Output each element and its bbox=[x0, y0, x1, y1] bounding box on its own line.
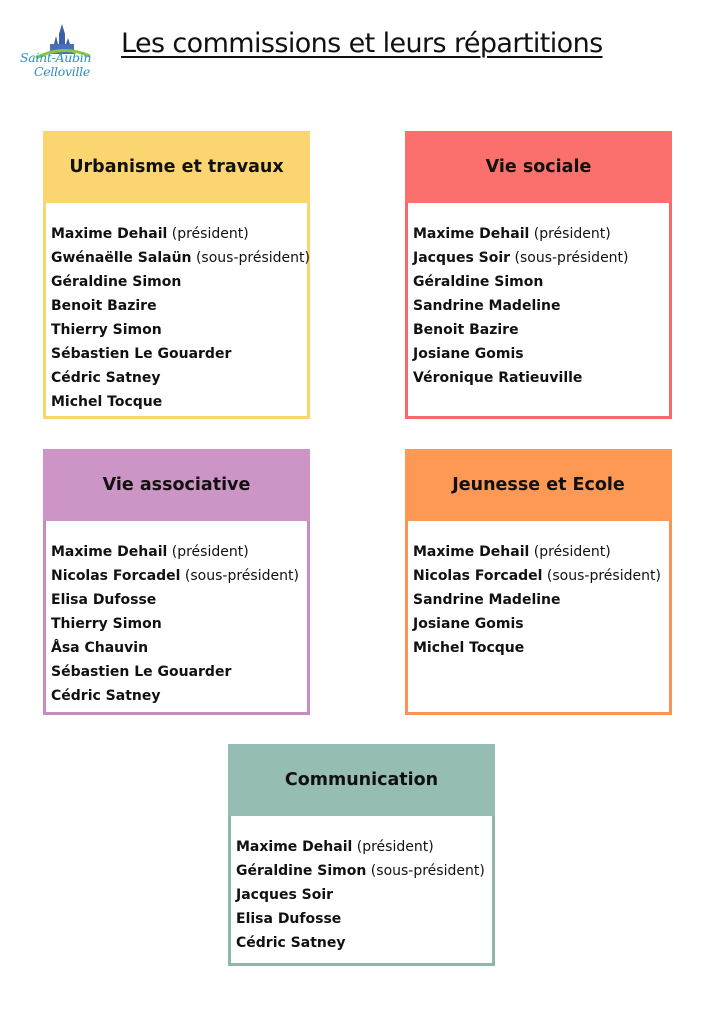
member-list bbox=[408, 521, 669, 660]
member-item bbox=[413, 294, 669, 318]
member-item bbox=[236, 859, 492, 883]
member-item bbox=[51, 660, 307, 684]
member-item bbox=[51, 540, 307, 564]
member-name: Maxime Dehail bbox=[51, 226, 168, 242]
member-name: Cédric Satney bbox=[236, 935, 346, 951]
member-item bbox=[413, 588, 669, 612]
town-logo bbox=[18, 22, 104, 82]
member-item bbox=[51, 246, 310, 270]
commission-title: Jeunesse et Ecole bbox=[452, 475, 625, 495]
commission-communication bbox=[228, 744, 495, 966]
member-item bbox=[51, 222, 307, 246]
member-item bbox=[236, 883, 492, 907]
member-item bbox=[413, 540, 669, 564]
member-name: Josiane Gomis bbox=[413, 346, 524, 362]
member-name: Sébastien Le Gouarder bbox=[51, 346, 232, 362]
member-role: (président) bbox=[529, 544, 611, 560]
member-item bbox=[236, 835, 492, 859]
member-name: Sandrine Madeline bbox=[413, 298, 561, 314]
member-item bbox=[51, 612, 307, 636]
commission-urbanisme bbox=[43, 131, 310, 419]
member-role: (sous-président) bbox=[366, 863, 485, 879]
member-name: Maxime Dehail bbox=[413, 226, 530, 242]
member-item bbox=[413, 636, 669, 660]
member-item bbox=[51, 366, 307, 390]
commission-jeunesse-ecole bbox=[405, 449, 672, 715]
commission-title: Vie sociale bbox=[485, 157, 592, 177]
commission-vie-associative bbox=[43, 449, 310, 715]
member-item bbox=[413, 342, 669, 366]
commission-header bbox=[405, 449, 672, 521]
member-item bbox=[413, 318, 669, 342]
member-item bbox=[413, 564, 669, 588]
commission-header bbox=[43, 449, 310, 521]
member-name: Nicolas Forcadel bbox=[51, 568, 181, 584]
member-item bbox=[51, 270, 307, 294]
member-name: Géraldine Simon bbox=[413, 274, 544, 290]
member-role: (sous-président) bbox=[191, 250, 310, 266]
member-name: Michel Tocque bbox=[51, 394, 163, 410]
member-name: Thierry Simon bbox=[51, 322, 162, 338]
member-role: (président) bbox=[529, 226, 611, 242]
member-name: Åsa Chauvin bbox=[51, 640, 149, 656]
member-list bbox=[46, 521, 307, 708]
member-name: Nicolas Forcadel bbox=[413, 568, 543, 584]
member-name: Gwénaëlle Salaün bbox=[51, 250, 192, 266]
member-item bbox=[236, 907, 492, 931]
member-name: Josiane Gomis bbox=[413, 616, 524, 632]
commission-title: Communication bbox=[284, 770, 439, 790]
member-item bbox=[51, 342, 307, 366]
logo-text-line1: Saint-Aubin bbox=[20, 50, 92, 65]
member-item bbox=[236, 931, 492, 955]
member-name: Géraldine Simon bbox=[236, 863, 367, 879]
member-name: Jacques Soir bbox=[236, 887, 334, 903]
commission-header bbox=[228, 744, 495, 816]
member-name: Géraldine Simon bbox=[51, 274, 182, 290]
member-name: Benoit Bazire bbox=[51, 298, 157, 314]
commission-header bbox=[405, 131, 672, 203]
member-item bbox=[51, 684, 307, 708]
member-name: Maxime Dehail bbox=[413, 544, 530, 560]
member-list bbox=[46, 203, 310, 414]
member-name: Michel Tocque bbox=[413, 640, 525, 656]
member-name: Sébastien Le Gouarder bbox=[51, 664, 232, 680]
member-name: Elisa Dufosse bbox=[51, 592, 157, 608]
member-name: Jacques Soir bbox=[413, 250, 511, 266]
commission-vie-sociale bbox=[405, 131, 672, 419]
member-item bbox=[51, 294, 307, 318]
member-name: Benoit Bazire bbox=[413, 322, 519, 338]
member-role: (président) bbox=[352, 839, 434, 855]
member-role: (sous-président) bbox=[510, 250, 629, 266]
page-title: Les commissions et leurs répartitions bbox=[121, 28, 603, 59]
member-list bbox=[408, 203, 669, 390]
member-name: Maxime Dehail bbox=[51, 544, 168, 560]
member-item bbox=[51, 564, 307, 588]
commission-title: Vie associative bbox=[102, 475, 251, 495]
member-name: Véronique Ratieuville bbox=[413, 370, 583, 386]
member-name: Elisa Dufosse bbox=[236, 911, 342, 927]
commission-header bbox=[43, 131, 310, 203]
member-item bbox=[51, 318, 307, 342]
member-item bbox=[413, 612, 669, 636]
member-role: (président) bbox=[167, 226, 249, 242]
member-item bbox=[413, 222, 669, 246]
member-name: Maxime Dehail bbox=[236, 839, 353, 855]
member-name: Sandrine Madeline bbox=[413, 592, 561, 608]
logo-text-line2: Celloville bbox=[34, 64, 90, 79]
member-item bbox=[51, 636, 307, 660]
member-item bbox=[413, 246, 669, 270]
member-name: Cédric Satney bbox=[51, 370, 161, 386]
commission-title: Urbanisme et travaux bbox=[69, 157, 284, 177]
member-list bbox=[231, 816, 492, 955]
member-item bbox=[51, 588, 307, 612]
member-item bbox=[51, 390, 307, 414]
member-role: (président) bbox=[167, 544, 249, 560]
member-name: Thierry Simon bbox=[51, 616, 162, 632]
member-item bbox=[413, 270, 669, 294]
member-item bbox=[413, 366, 669, 390]
member-role: (sous-président) bbox=[542, 568, 661, 584]
member-role: (sous-président) bbox=[180, 568, 299, 584]
member-name: Cédric Satney bbox=[51, 688, 161, 704]
